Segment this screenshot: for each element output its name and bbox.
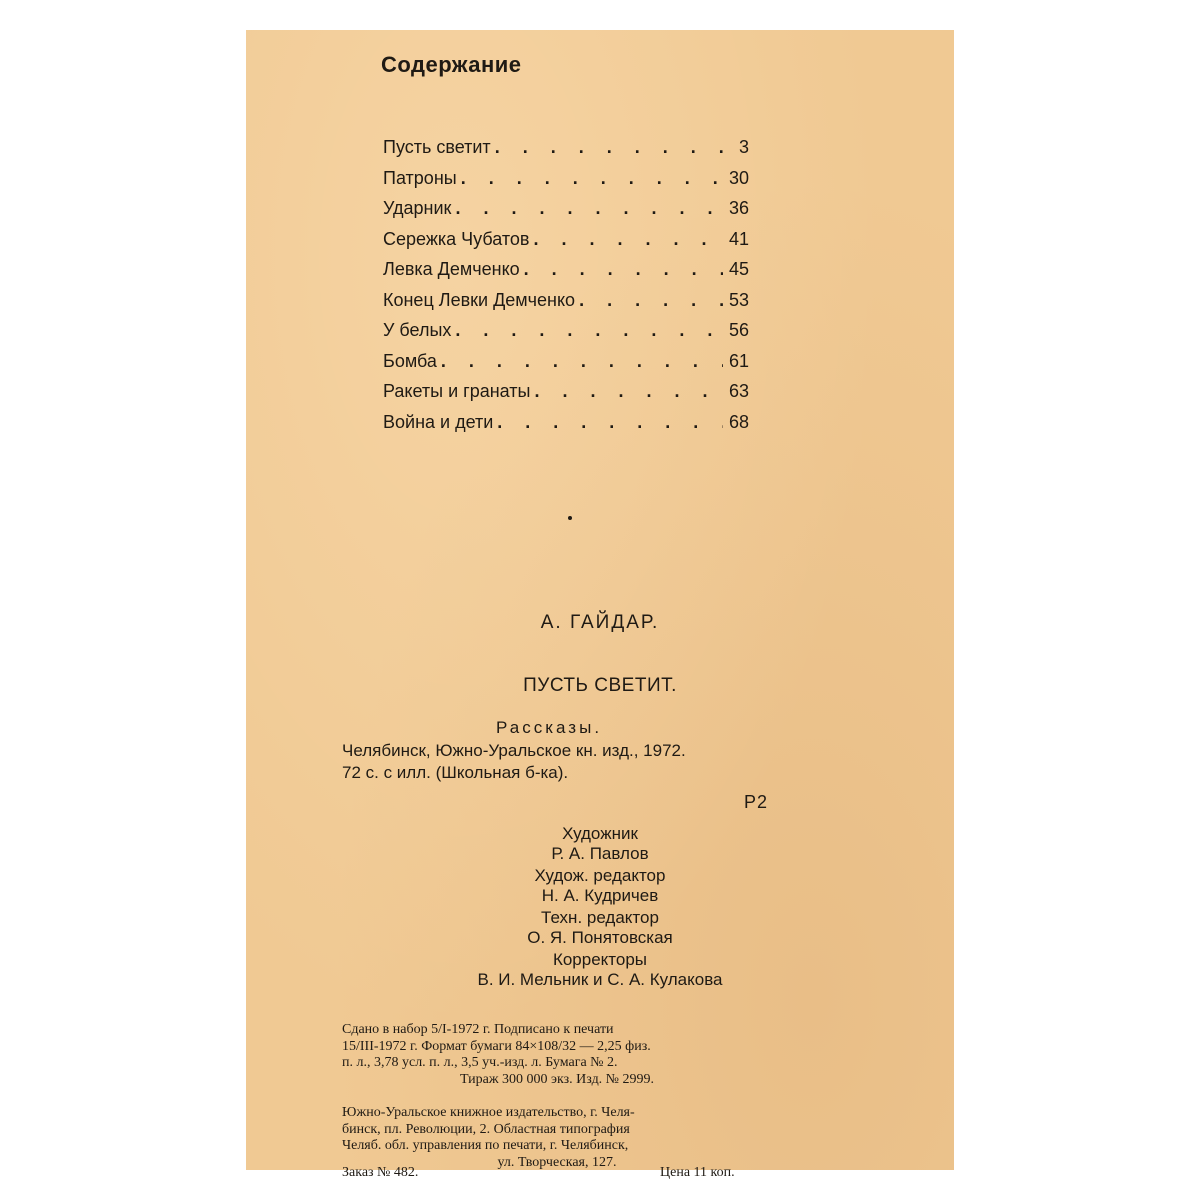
toc-leader-dots [461, 168, 723, 189]
credit-name: Н. А. Кудричев [541, 886, 659, 905]
publisher-line: ул. Творческая, 127. [497, 1154, 617, 1170]
imprint-line: п. л., 3,78 усл. п. л., 3,5 уч.-изд. л. Бумага № 2. [342, 1055, 618, 1070]
credit-role: Техн. редактор [541, 908, 659, 927]
toc-entry-page: 30 [728, 167, 749, 188]
credit-role: Художник [562, 824, 638, 843]
toc-entry [383, 168, 749, 199]
toc-entry [383, 412, 749, 443]
imprint-line: Сдано в набор 5/I-1972 г. Подписано к печати [342, 1022, 614, 1037]
toc-entry [383, 259, 749, 290]
toc-entry-title: Левка Демченко [383, 259, 520, 279]
toc-leader-dots [524, 259, 723, 280]
toc-leader-dots [455, 198, 723, 219]
toc-entry [383, 320, 749, 351]
toc-leader-dots [441, 351, 723, 372]
credit-name: О. Я. Понятовская [527, 928, 673, 947]
toc-entry [383, 137, 749, 168]
toc-entry-title: Пусть светит [383, 137, 491, 157]
toc-leader-dots [579, 290, 723, 311]
book-page [246, 30, 954, 1180]
publisher-line: бинск, пл. Революции, 2. Областная типография [342, 1121, 630, 1137]
toc-entry-title: Ударник [383, 198, 452, 218]
toc-entry-title: Сережка Чубатов [383, 228, 530, 249]
credit-name: Р. А. Павлов [551, 844, 649, 863]
toc-entry [383, 381, 749, 412]
print-imprint [342, 1022, 772, 1088]
genre-label: Рассказы. [496, 718, 603, 737]
imprint-line: 15/III-1972 г. Формат бумаги 84×108/32 — 2,25 физ. [342, 1038, 651, 1054]
toc-entry [383, 351, 749, 382]
toc-entry-page: 41 [728, 228, 749, 249]
contents-heading: Содержание [381, 52, 522, 77]
credit-role: Корректоры [552, 950, 648, 969]
toc-entry [383, 229, 749, 260]
toc-entry-page: 3 [738, 137, 749, 157]
toc-entry-title: Бомба [383, 350, 437, 371]
toc-entry-page: 61 [728, 350, 749, 371]
toc-entry-title: Война и дети [383, 411, 494, 432]
toc-entry-title: Патроны [383, 167, 457, 188]
credit-name: В. И. Мельник и С. А. Кулакова [477, 970, 723, 989]
order-number: Заказ № 482. [342, 1165, 419, 1180]
credit-role: Худож. редактор [534, 866, 666, 885]
publisher-info [342, 1105, 772, 1171]
bibliographic-description [342, 740, 686, 784]
publisher-line: Челяб. обл. управления по печати, г. Челябинск, [342, 1138, 629, 1153]
author-name: А. ГАЙДАР. [540, 612, 660, 633]
toc-leader-dots [495, 137, 723, 158]
toc-leader-dots [533, 229, 723, 250]
toc-entry-title: Ракеты и гранаты [383, 381, 531, 401]
toc-entry-page: 56 [728, 320, 749, 340]
toc-entry-page: 53 [728, 289, 749, 310]
classification-code: Р2 [744, 792, 769, 812]
toc-leader-dots [455, 320, 723, 341]
imprint-line: Тираж 300 000 экз. Изд. № 2999. [459, 1071, 655, 1087]
toc-leader-dots [497, 412, 723, 433]
toc-entry-page: 45 [728, 259, 749, 279]
biblio-line: Челябинск, Южно-Уральское кн. изд., 1972. [342, 741, 686, 760]
toc-entry [383, 198, 749, 229]
toc-entry-page: 68 [728, 411, 749, 432]
toc-entry-page: 36 [728, 198, 749, 218]
toc-leader-dots [534, 381, 723, 402]
table-of-contents [383, 137, 749, 442]
price-label: Цена 11 коп. [660, 1165, 735, 1180]
toc-entry-title: У белых [383, 320, 452, 340]
print-speck [568, 516, 572, 520]
toc-entry [383, 290, 749, 321]
biblio-line: 72 с. с илл. (Школьная б-ка). [342, 763, 569, 782]
toc-entry-title: Конец Левки Демченко [383, 289, 576, 310]
credits-block [246, 824, 954, 992]
publisher-line: Южно-Уральское книжное издательство, г. Челя- [342, 1105, 635, 1120]
toc-entry-page: 63 [728, 381, 749, 401]
book-title: ПУСТЬ СВЕТИТ. [523, 675, 677, 696]
